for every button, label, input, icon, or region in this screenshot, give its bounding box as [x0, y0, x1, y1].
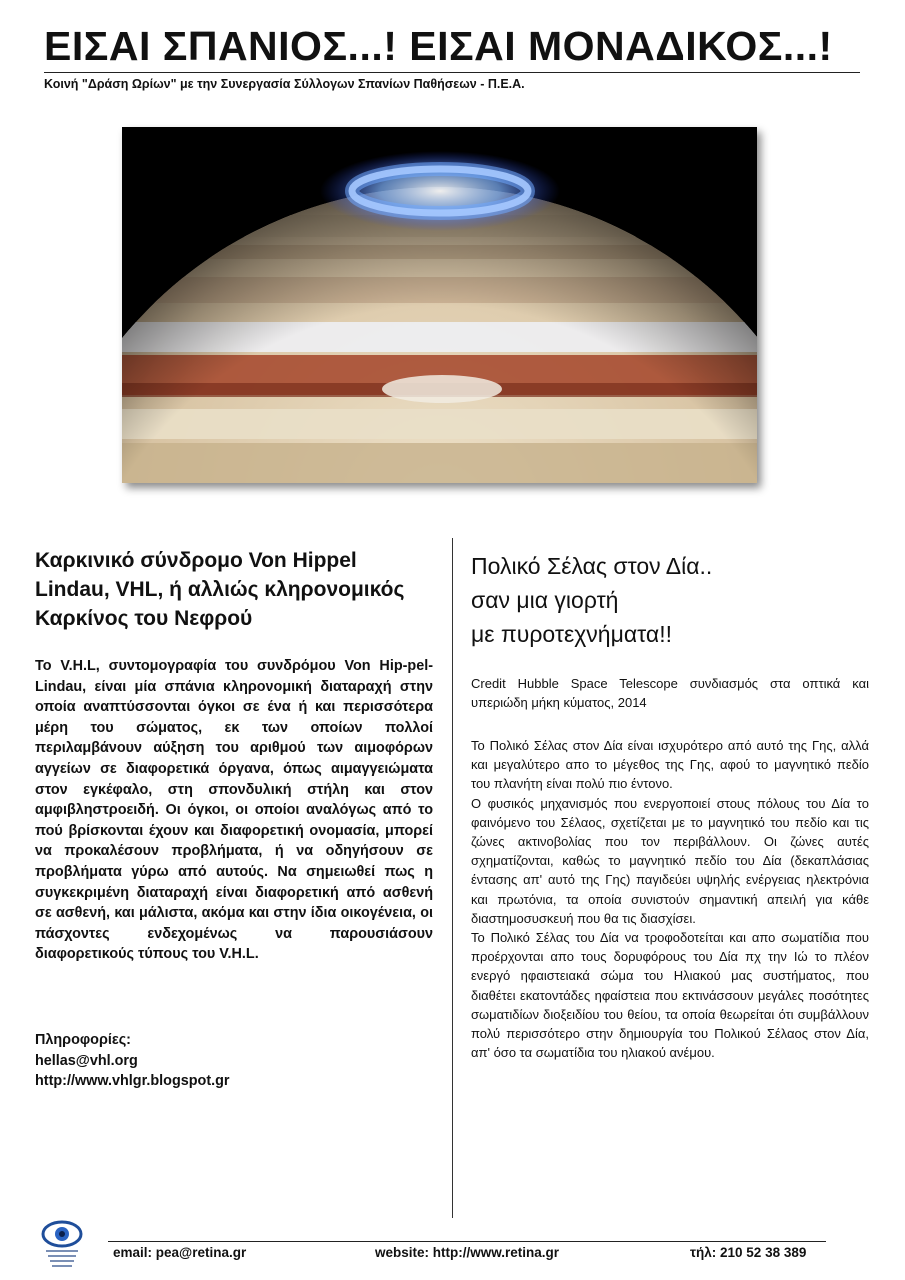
title-rule: [44, 72, 860, 73]
right-body-paragraph: Το Πολικό Σέλας στον Δία είναι ισχυρότερο από αυτό της Γης, αλλά και μεγαλύτερο απο το μέγεθος της Γης, αφού το μαγνητικό πεδίο του πλανήτη είναι πολύ πιο έντονο.: [471, 738, 869, 792]
left-article-body: [35, 656, 433, 965]
left-heading-line: Καρκινικό σύνδρομο Von Hippel: [35, 549, 357, 572]
jupiter-aurora-photo: [122, 127, 757, 483]
photo-credit: Credit Hubble Space Telescope συνδιασμός στα οπτικά και υπεριώδη μήκη κύματος, 2014: [471, 676, 869, 710]
left-body-paragraph: Το V.H.L, συντομογραφία του συνδρόμου Von Hip-pel-Lindau, είναι μία σπάνια κληρονομική διαταραχή στην οποία αναπτύσσονται όγκοι σε ένα ή και περισσότερα μέρη του σώματος, εκ των οποίων πολλοί περιλαμβάνουν αύξηση του αριθμού των αιμοφόρων αγγείων σε διαφορετικά όργανα, όπως αιμαγγειώματα στον εγκέφαλο, στη σπονδυλική στήλη και στον αμφιβληστροειδή. Οι όγκοι, οι οποίοι αναλόγως από το πού βρίσκονται έχουν και διαφορετική ονομασία, μπορεί να προκαλέσουν προβλήματα, ή να οδηγήσουν σε προβλήματα γύρω από αυτούς. Να σημειωθεί πως η συγκεκριμένη διαταραχή είναι διαφορετική από ασθενή σε ασθενή, και μάλιστα, ακόμα και στην ίδια οικογένεια, οι πάσχοντες ενδεχομένως να παρουσιάσουν διαφορετικούς τύπους του V.H.L.: [35, 658, 433, 963]
jupiter-aurora-image: [122, 127, 757, 483]
info-label: Πληροφορίες:: [35, 1032, 131, 1048]
right-body-paragraph: Ο φυσικός μηχανισμός που ενεργοποιεί στους πόλους του Δία το φαινόμενο του Σέλαος, σχετίζεται με το μαγνητικό του πεδίο και τις ζώνες ακτινοβολίας που τον περιβάλλουν. Οι ζώνες αυτές σχηματίζονται, καθώς το μαγνητικό πεδίο του Δία (δεκαπλάσιας έντασης απ' αυτό της Γης) παγιδεύει υψηλής ενέργειας ηλεκτρόνια και πρωτόνια, τα οποία συνιστούν σημαντική απειλή για κάθε διαστημοσυσκευή που θα τις διασχίσει.: [471, 795, 869, 926]
retina-logo: [40, 1218, 84, 1270]
right-heading-line: Πολικό Σέλας στον Δία..: [471, 553, 713, 579]
column-divider: [452, 538, 453, 1218]
left-article-heading: [35, 546, 435, 633]
footer-email[interactable]: email: pea@retina.gr: [113, 1245, 247, 1260]
page-title: ΕΙΣΑΙ ΣΠΑΝΙΟΣ...! ΕΙΣΑΙ ΜΟΝΑΔΙΚΟΣ...!: [44, 23, 833, 69]
left-heading-line: Καρκίνος του Νεφρού: [35, 607, 253, 630]
contact-info: [35, 1030, 230, 1092]
right-article-body: [471, 736, 869, 1062]
right-heading-line: με πυροτεχνήματα!!: [471, 621, 672, 647]
right-body-paragraph: Το Πολικό Σέλας του Δία να τροφοδοτείται και απο σωματίδια που προέρχονται απο τους δορυφόρους του Δία πχ την Ιώ το πλέον ενεργό ηφαιστειακά σώμα του Ηλιακού μας συστήματος, που διαθέτει εκατοντάδες ηφαίστεια που εκτινάσσουν μεγάλες ποσότητες σωματιδίων διοξειδίου του θείου, τα οποία θεωρείται ότι συμβάλλουν πολύ περισσότερο στην δημιουργία του Πολικού Σέλαος στον Δία, απ' όσο τα σωματίδια του ηλιακού ανέμου.: [471, 930, 869, 1061]
eye-logo-icon: [40, 1218, 84, 1270]
page-subtitle: Κοινή "Δράση Ωρίων" με την Συνεργασία Σύλλογων Σπανίων Παθήσεων - Π.Ε.Α.: [44, 77, 525, 91]
info-email-link[interactable]: hellas@vhl.org: [35, 1052, 138, 1069]
footer-phone: τήλ: 210 52 38 389: [690, 1245, 807, 1260]
info-url-link[interactable]: http://www.vhlgr.blogspot.gr: [35, 1073, 230, 1090]
right-heading-line: σαν μια γιορτή: [471, 587, 619, 613]
footer-rule: [108, 1241, 826, 1242]
footer-website[interactable]: website: http://www.retina.gr: [375, 1245, 560, 1260]
left-heading-line: Lindau, VHL, ή αλλιώς κληρονομικός: [35, 578, 405, 601]
right-article-heading: [471, 549, 881, 651]
